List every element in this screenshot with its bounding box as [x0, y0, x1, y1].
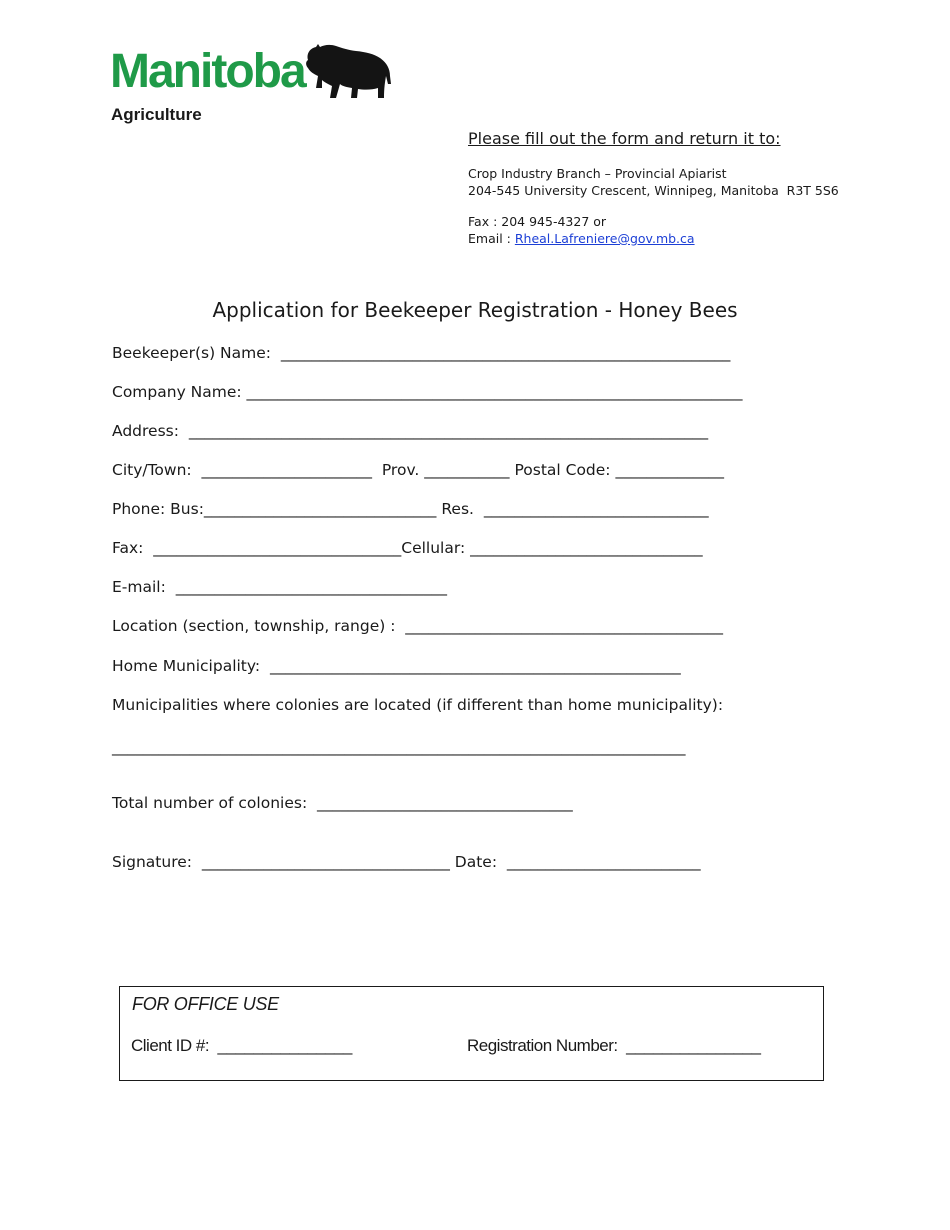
client-id-field[interactable]: _______________	[217, 1036, 352, 1055]
manitoba-wordmark: Manitoba	[110, 45, 305, 98]
client-id-row	[131, 1037, 352, 1054]
registration-number-row	[467, 1037, 760, 1054]
address-row	[112, 424, 708, 440]
return-fax: Fax : 204 945-4327 or	[468, 214, 607, 229]
email-row	[112, 580, 447, 596]
office-use-box	[119, 986, 824, 1081]
beekeeper-name-row	[112, 346, 730, 362]
home-municipality-field[interactable]: _____________________________________________________	[270, 657, 681, 675]
phone-row	[112, 502, 709, 518]
home-municipality-row	[112, 659, 681, 675]
location-row	[112, 619, 723, 635]
company-name-label: Company Name:	[112, 383, 247, 401]
client-id-label: Client ID #:	[131, 1036, 218, 1055]
location-label: Location (section, township, range) :	[112, 617, 406, 635]
phone-res-field[interactable]: _____________________________	[483, 500, 709, 518]
phone-bus-label: Phone: Bus:	[112, 500, 204, 518]
bison-icon	[302, 42, 394, 102]
total-colonies-row	[112, 796, 573, 812]
city-label: City/Town:	[112, 461, 202, 479]
fax-cellular-row	[112, 541, 703, 557]
agriculture-subtitle: Agriculture	[111, 105, 202, 124]
cellular-label: Cellular:	[401, 539, 471, 557]
beekeeper-name-field[interactable]: __________________________________________________________	[280, 344, 731, 362]
email-link[interactable]: Rheal.Lafreniere@gov.mb.ca	[514, 231, 695, 246]
fax-label: Fax:	[112, 539, 154, 557]
location-field[interactable]: _________________________________________	[405, 617, 724, 635]
beekeeper-name-label: Beekeeper(s) Name:	[112, 344, 281, 362]
phone-bus-field[interactable]: ______________________________	[203, 500, 437, 518]
date-field[interactable]: _________________________	[506, 853, 701, 871]
return-email-label: Email :	[468, 231, 515, 246]
office-use-title: FOR OFFICE USE	[132, 994, 279, 1014]
date-label: Date:	[454, 853, 507, 871]
company-name-field[interactable]: ________________________________________________________________	[246, 383, 743, 401]
email-field[interactable]: ___________________________________	[175, 578, 447, 596]
return-email-row	[468, 233, 695, 246]
postal-code-label: Postal Code:	[514, 461, 616, 479]
total-colonies-field[interactable]: _________________________________	[317, 794, 573, 812]
colony-municipalities-field[interactable]: __________________________________________________________________________	[112, 738, 686, 756]
signature-label: Signature:	[112, 853, 202, 871]
prov-label: Prov.	[381, 461, 425, 479]
return-address: 204-545 University Crescent, Winnipeg, Manitoba R3T 5S6	[468, 183, 839, 198]
registration-number-label: Registration Number:	[467, 1036, 627, 1055]
home-municipality-label: Home Municipality:	[112, 657, 271, 675]
fax-field[interactable]: ________________________________	[153, 539, 402, 557]
total-colonies-label: Total number of colonies:	[112, 794, 318, 812]
signature-row	[112, 855, 701, 871]
phone-res-label: Res.	[441, 500, 484, 518]
colony-municipalities-label: Municipalities where colonies are located (if different than home municipality):	[112, 696, 724, 714]
return-branch: Crop Industry Branch – Provincial Apiarist	[468, 166, 727, 181]
registration-number-field[interactable]: _______________	[626, 1036, 761, 1055]
postal-code-field[interactable]: ______________	[615, 461, 724, 479]
form-title: Application for Beekeeper Registration - Honey Bees	[212, 298, 738, 322]
prov-field[interactable]: ___________	[424, 461, 510, 479]
company-name-row	[112, 385, 743, 401]
address-label: Address:	[112, 422, 189, 440]
address-field[interactable]: ___________________________________________________________________	[188, 422, 709, 440]
return-heading: Please fill out the form and return it to:	[468, 129, 781, 148]
email-label: E-mail:	[112, 578, 176, 596]
city-field[interactable]: ______________________	[201, 461, 372, 479]
cellular-field[interactable]: ______________________________	[470, 539, 703, 557]
signature-field[interactable]: ________________________________	[201, 853, 450, 871]
city-prov-postal-row	[112, 463, 724, 479]
